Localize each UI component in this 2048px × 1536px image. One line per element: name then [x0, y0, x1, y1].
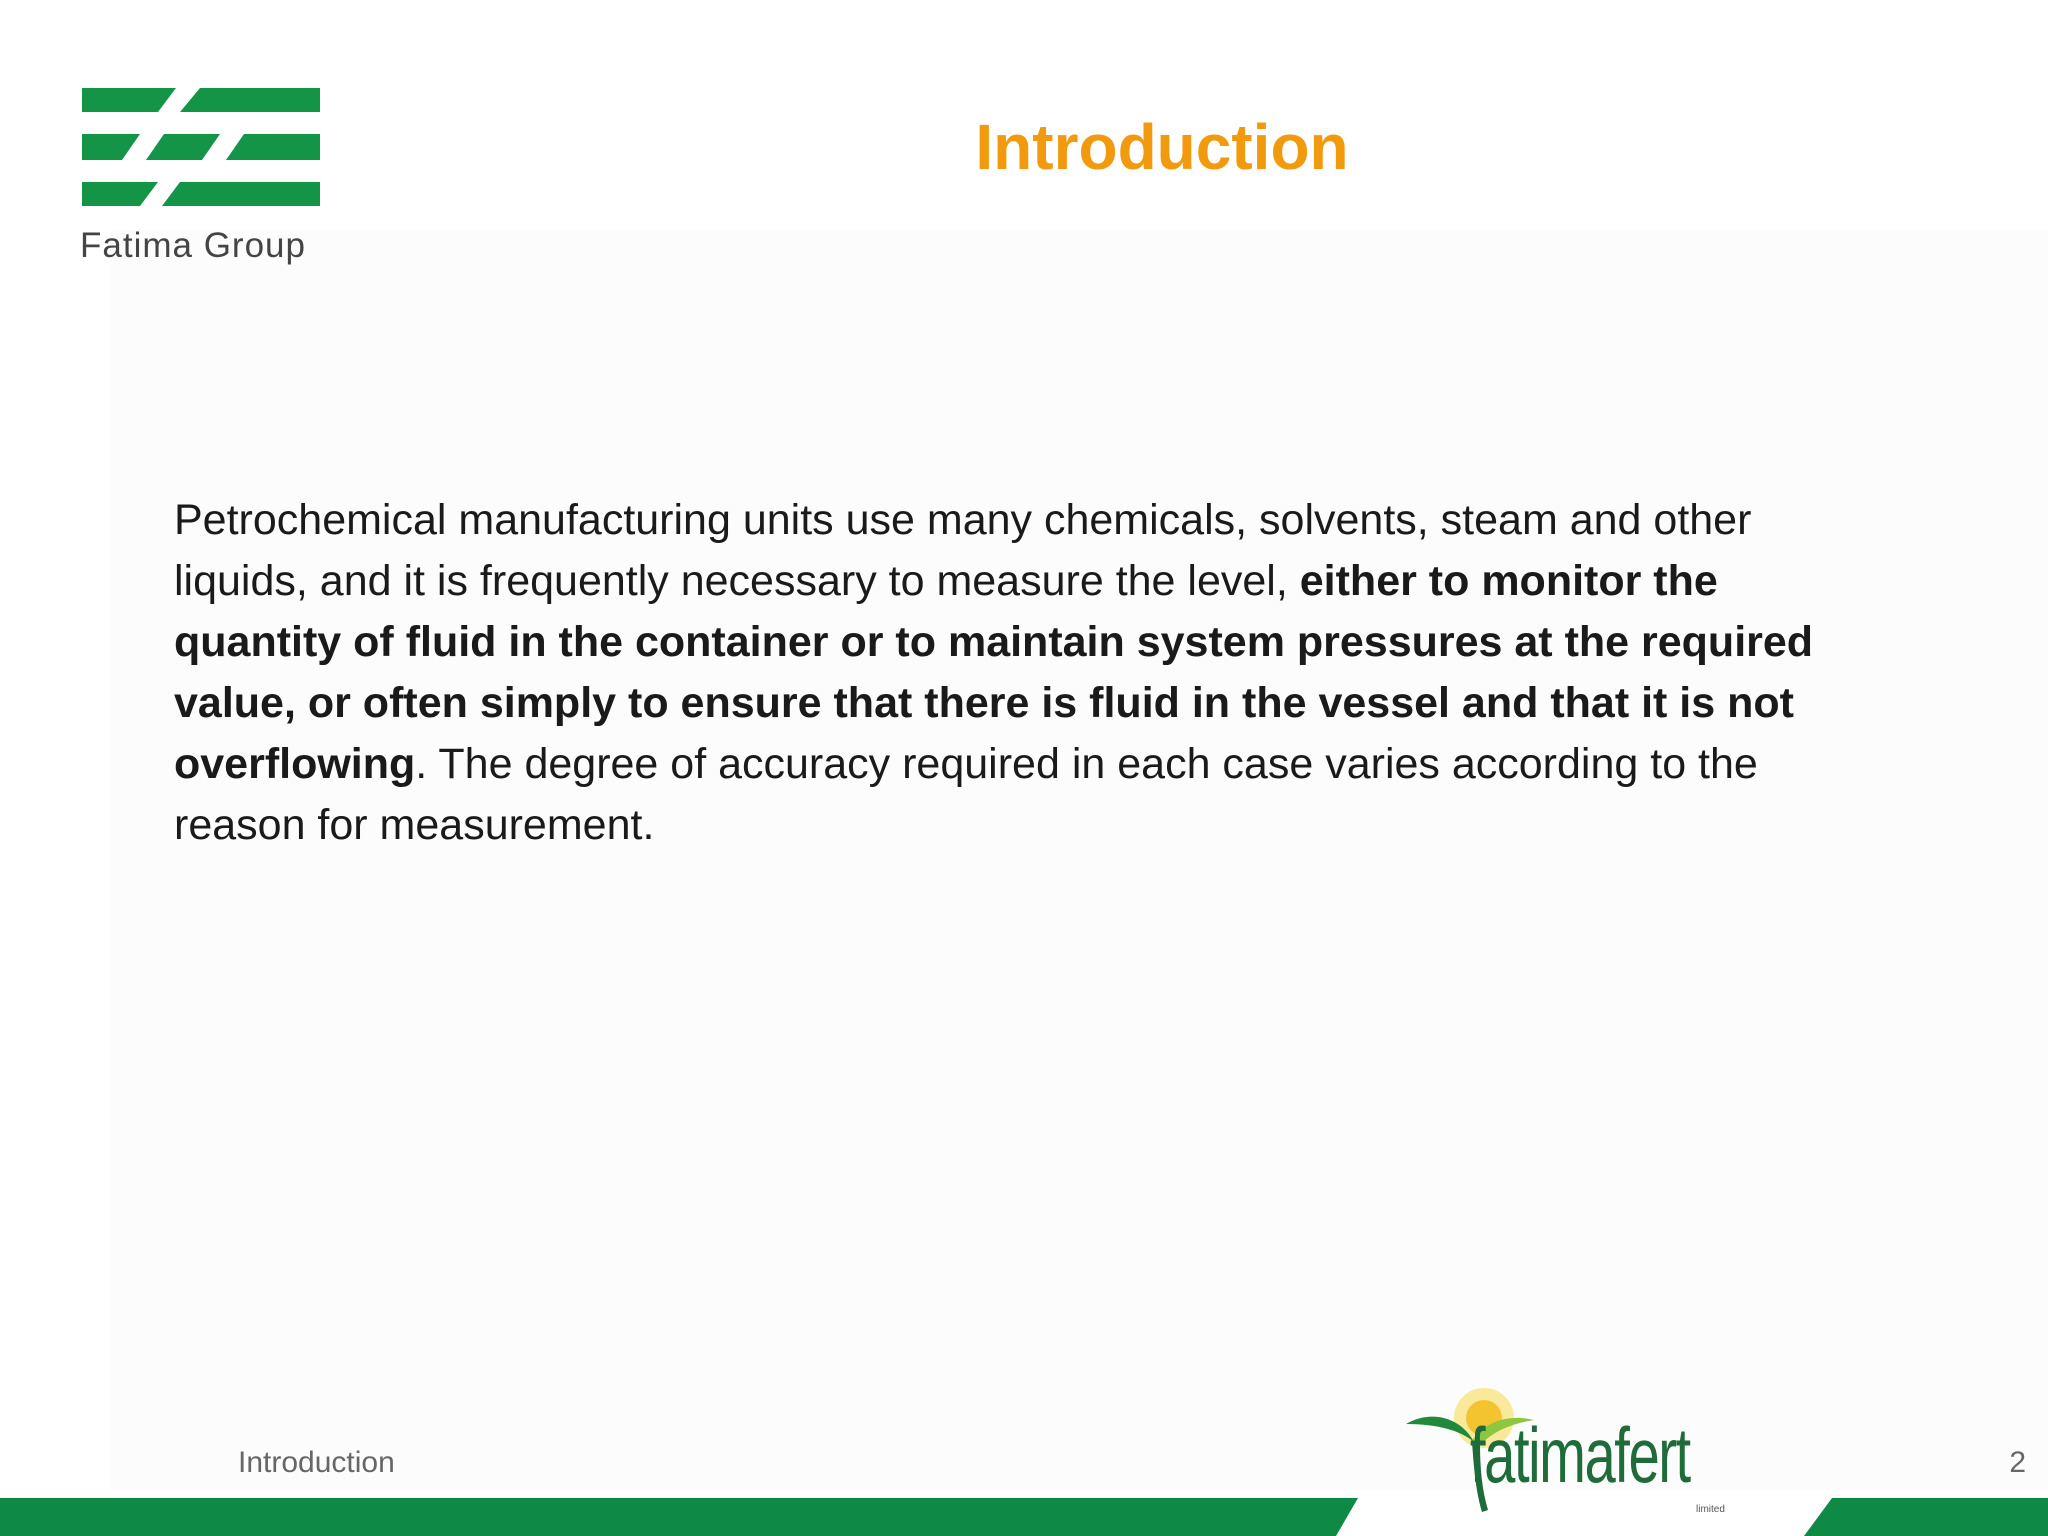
- fatimafert-logo-subtext: limited: [1696, 1504, 1725, 1515]
- fatimafert-logo: [1400, 1380, 1750, 1536]
- slide-title: Introduction: [975, 111, 1349, 183]
- body-paragraph: [174, 490, 1854, 856]
- body-text-part-2: . The degree of accuracy required in each case varies according to the reason for measurement.: [174, 740, 1758, 849]
- footer-section-label: Introduction: [238, 1446, 395, 1479]
- fatimafert-logo-text: fatimafert: [1470, 1411, 1690, 1499]
- body-text-bold: either to monitor the quantity of fluid in the container or to maintain system pressures at the required value, or often simply to ensure that there is fluid in the vessel and that it is not overflowing: [174, 557, 1814, 788]
- slide-background-panel: [110, 230, 2048, 1490]
- page-number: 2: [2009, 1446, 2026, 1479]
- fatima-group-logo-text: Fatima Group: [80, 226, 306, 265]
- body-text-part-1: Petrochemical manufacturing units use many chemicals, solvents, steam and other liquids, and it is frequently necessary to measure the level,: [174, 496, 1752, 605]
